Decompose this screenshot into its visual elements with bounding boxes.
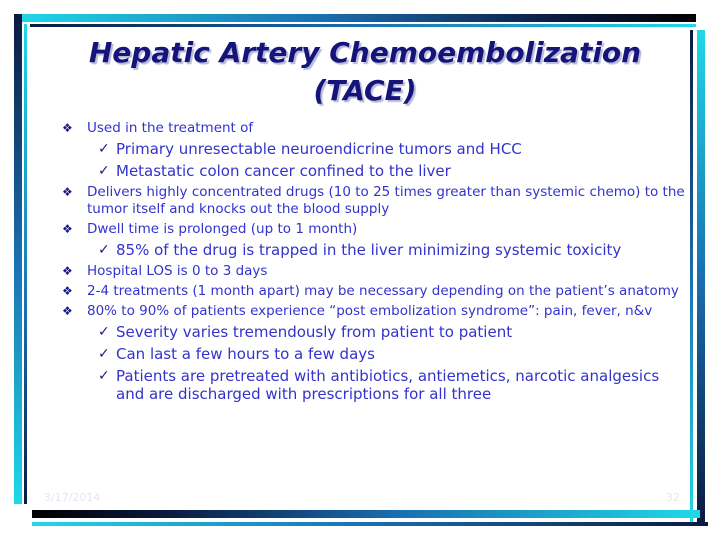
right-border-bar-inner — [690, 30, 693, 522]
sub-bullet-text: Primary unresectable neuroendicrine tumors and HCC — [116, 140, 522, 158]
four-diamond-bullet-icon: ❖ — [62, 222, 73, 236]
right-border-bar — [697, 30, 705, 522]
sub-bullet-item — [62, 241, 690, 259]
bullet-text: Hospital LOS is 0 to 3 days — [87, 263, 268, 279]
sub-bullet-text: Patients are pretreated with antibiotics, antiemetics, narcotic analgesics and are discharged with prescriptions for all three — [116, 367, 660, 403]
four-diamond-bullet-icon: ❖ — [62, 264, 73, 278]
slide-title-line-2: (TACE) — [313, 74, 417, 107]
four-diamond-bullet-icon: ❖ — [62, 185, 73, 199]
bullet-text: Dwell time is prolonged (up to 1 month) — [87, 221, 358, 237]
sub-bullet-item — [62, 323, 690, 341]
checkmark-icon: ✓ — [98, 368, 110, 384]
four-diamond-bullet-icon: ❖ — [62, 284, 73, 298]
bullet-item — [62, 184, 690, 218]
bullet-text: 80% to 90% of patients experience “post embolization syndrome”: pain, fever, n&v — [87, 303, 653, 319]
sub-bullet-item — [62, 140, 690, 158]
sub-bullet-item — [62, 162, 690, 180]
left-border-bar-inner — [24, 24, 27, 504]
bottom-border-bar-inner — [32, 522, 708, 526]
sub-bullet-text: Metastatic colon cancer confined to the liver — [116, 162, 451, 180]
bullet-text: 2-4 treatments (1 month apart) may be necessary depending on the patient’s anatomy — [87, 283, 679, 299]
bullet-text: Used in the treatment of — [87, 120, 254, 136]
bullet-text: Delivers highly concentrated drugs (10 to 25 times greater than systemic chemo) to the tumor itself and knocks out the blood supply — [87, 184, 685, 217]
slide-title-line-1: Hepatic Artery Chemoembolization — [88, 36, 642, 69]
sub-bullet-item — [62, 345, 690, 363]
checkmark-icon: ✓ — [98, 324, 110, 340]
footer-date: 3/17/2014 — [44, 491, 101, 504]
sub-bullet-text: Can last a few hours to a few days — [116, 345, 375, 363]
bottom-border-bar — [32, 510, 700, 518]
sub-bullet-text: Severity varies tremendously from patient to patient — [116, 323, 513, 341]
slide-number: 32 — [666, 491, 680, 504]
top-border-bar — [16, 14, 696, 22]
checkmark-icon: ✓ — [98, 163, 110, 179]
bullet-item — [62, 303, 690, 320]
bullet-item — [62, 283, 690, 300]
sub-bullet-item — [62, 367, 690, 403]
top-border-bar-inner — [30, 24, 696, 27]
checkmark-icon: ✓ — [98, 141, 110, 157]
checkmark-icon: ✓ — [98, 346, 110, 362]
bullet-item — [62, 263, 690, 280]
bullet-list — [62, 120, 690, 407]
four-diamond-bullet-icon: ❖ — [62, 121, 73, 135]
sub-bullet-text: 85% of the drug is trapped in the liver minimizing systemic toxicity — [116, 241, 622, 259]
four-diamond-bullet-icon: ❖ — [62, 304, 73, 318]
bullet-item — [62, 120, 690, 137]
left-border-bar — [14, 14, 22, 504]
bullet-item — [62, 221, 690, 238]
checkmark-icon: ✓ — [98, 242, 110, 258]
slide-title — [40, 34, 690, 110]
